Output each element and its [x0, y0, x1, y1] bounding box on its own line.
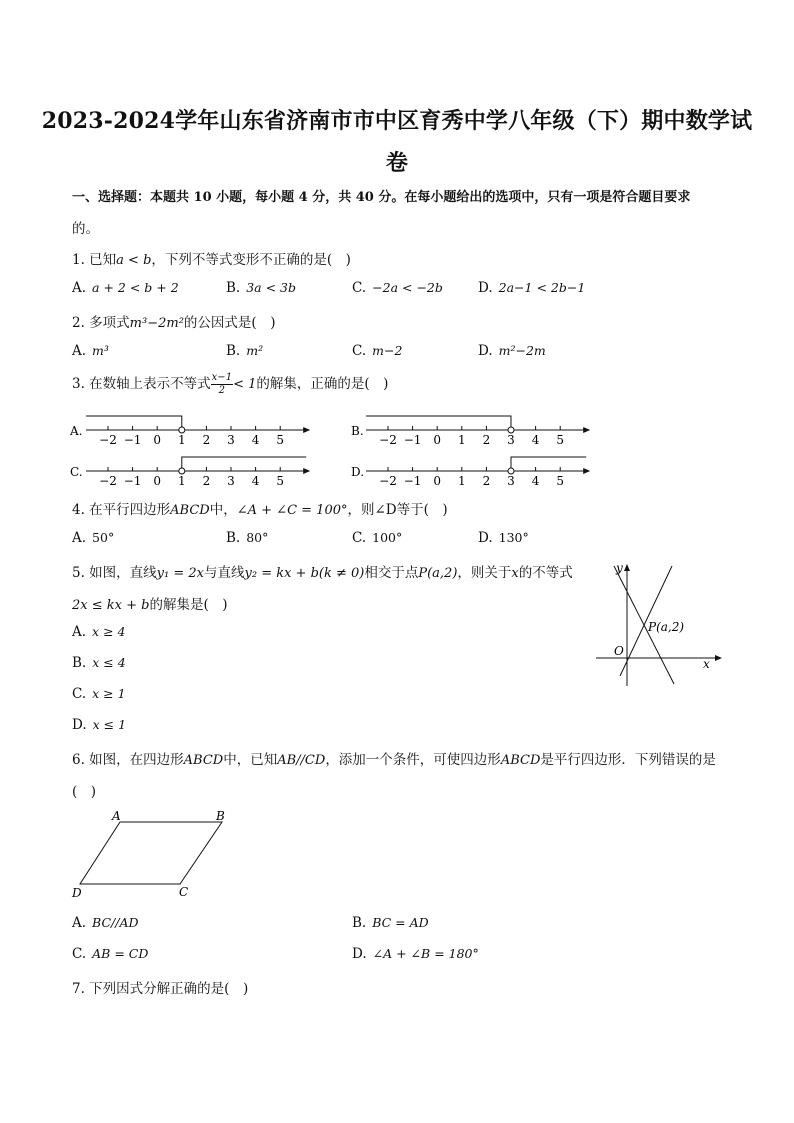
number-line-arrow	[303, 468, 310, 474]
q2-option-b[interactable]	[226, 343, 263, 359]
number-line-tick-label: 5	[276, 474, 285, 488]
fraction-denominator: 2	[218, 385, 226, 396]
q5-mid3: ，则关于	[457, 565, 512, 581]
number-line-tick-label: −1	[123, 474, 142, 488]
option-label: D.	[352, 946, 367, 962]
number-line-tick-label: 4	[531, 433, 540, 447]
option-label: B.	[72, 655, 87, 671]
option-label: B.	[352, 915, 367, 931]
q1-condition: a < b	[116, 253, 152, 268]
q6-option-d[interactable]	[352, 946, 479, 962]
number-line-tick-label: 0	[433, 474, 442, 488]
number-line-tick-label: 0	[153, 474, 162, 488]
question-6-cont: ( )	[72, 784, 97, 800]
question-5-cont	[72, 593, 228, 613]
number-line-tick-label: −1	[123, 433, 142, 447]
q5-var: x	[511, 566, 519, 581]
question-5	[72, 561, 573, 581]
number-line-tick-label: 4	[251, 433, 260, 447]
option-expr: x ≥ 4	[92, 624, 126, 639]
option-expr: 3a < 3b	[246, 280, 296, 295]
number-line-tick-label: −2	[379, 474, 397, 488]
solution-ray	[511, 457, 586, 471]
q5-line1: y₁ = 2x	[156, 566, 204, 581]
option-expr: 50°	[92, 530, 115, 545]
question-7: 7. 下列因式分解正确的是( )	[72, 981, 249, 997]
section-instructions-cont: 的。	[72, 221, 99, 237]
q3-inequality: < 1	[233, 377, 257, 392]
option-label: A.	[72, 624, 87, 640]
solution-ray	[86, 416, 182, 430]
option-label: C.	[352, 530, 367, 546]
q5-inequality: 2x ≤ kx + b	[72, 598, 150, 613]
number-line-option-label: D.	[351, 465, 365, 479]
number-line-tick-label: 2	[482, 433, 491, 447]
q2-suffix: 的公因式是( )	[183, 315, 276, 331]
y-axis-label: y	[616, 561, 623, 575]
q4-shape: ABCD	[170, 503, 210, 518]
q1-option-c[interactable]	[352, 280, 443, 296]
q6-condition: AB//CD	[277, 753, 326, 768]
q3-prefix: 3. 在数轴上表示不等式	[72, 376, 211, 392]
option-expr: BC = AD	[372, 915, 429, 930]
number-line-tick-label: 0	[433, 433, 442, 447]
q5-graph-figure	[592, 558, 727, 690]
option-expr: ∠A + ∠B = 180°	[372, 946, 479, 961]
option-expr: m−2	[372, 343, 403, 358]
number-line-tick-label: 3	[507, 474, 515, 488]
number-line-tick-label: 3	[227, 474, 235, 488]
q6-prefix: 6. 如图，在四边形	[72, 752, 184, 768]
question-3	[72, 372, 388, 397]
number-line-tick-label: 1	[457, 433, 466, 447]
option-label: C.	[72, 946, 87, 962]
fraction-numerator: x−1	[211, 372, 233, 383]
q2-expression: m³−2m²	[129, 316, 184, 331]
option-expr: AB = CD	[92, 946, 149, 961]
q2-option-d[interactable]	[478, 343, 546, 359]
q2-prefix: 2. 多项式	[72, 315, 130, 331]
option-label: D.	[478, 530, 493, 546]
q1-prefix: 1. 已知	[72, 252, 117, 268]
number-line-tick-label: 1	[177, 433, 186, 447]
number-line-tick-label: 5	[556, 474, 565, 488]
number-line-tick-label: 3	[227, 433, 235, 447]
q5-point: P(a,2)	[418, 566, 458, 581]
option-label: C.	[352, 343, 367, 359]
q1-option-a[interactable]	[72, 280, 179, 296]
vertex-a-label: A	[112, 809, 121, 823]
option-label: B.	[226, 530, 241, 546]
y-axis-arrow	[624, 564, 630, 571]
q5-option-d[interactable]	[72, 717, 126, 733]
option-expr: m²	[246, 343, 264, 358]
option-expr: x ≥ 1	[92, 686, 126, 701]
q4-option-d[interactable]	[478, 530, 529, 546]
q5-mid2: 相交于点	[364, 565, 419, 581]
q5-suffix: 的解集是( )	[149, 597, 228, 613]
q6-shape: ABCD	[183, 753, 224, 768]
open-endpoint	[179, 427, 185, 433]
number-line-tick-label: −1	[403, 474, 422, 488]
q5-option-c[interactable]	[72, 686, 126, 702]
number-line-arrow	[583, 427, 590, 433]
vertex-c-label: C	[179, 885, 189, 899]
number-line-tick-label: −1	[403, 433, 422, 447]
option-label: D.	[478, 343, 493, 359]
q4-suffix: ，则∠D等于( )	[347, 502, 448, 518]
q3-suffix: 的解集，正确的是( )	[256, 376, 389, 392]
question-4	[72, 498, 448, 518]
option-label: B.	[226, 280, 241, 296]
q1-suffix: ，下列不等式变形不正确的是( )	[151, 252, 351, 268]
option-expr: x ≤ 1	[92, 717, 127, 732]
open-endpoint	[508, 468, 514, 474]
option-expr: 80°	[246, 530, 269, 545]
option-label: A.	[72, 915, 87, 931]
option-expr: 2a−1 < 2b−1	[498, 280, 586, 295]
q3-fraction	[211, 372, 233, 397]
open-endpoint	[508, 427, 514, 433]
number-line-tick-label: 3	[507, 433, 515, 447]
option-expr: BC//AD	[92, 915, 139, 930]
q4-option-a[interactable]	[72, 530, 114, 546]
option-label: A.	[72, 280, 87, 296]
question-6	[72, 748, 716, 768]
q5-line2: y₂ = kx + b(k ≠ 0)	[244, 566, 365, 581]
number-line-option-label: C.	[70, 465, 83, 479]
number-line-tick-label: 2	[202, 433, 211, 447]
vertex-d-label: D	[72, 886, 82, 900]
option-expr: a + 2 < b + 2	[92, 280, 179, 295]
number-line-tick-label: 4	[251, 474, 260, 488]
q6-option-a[interactable]	[72, 915, 139, 931]
number-line-tick-label: 2	[202, 474, 211, 488]
number-line-tick-label: −2	[99, 474, 117, 488]
parallelogram	[80, 822, 222, 884]
q1-option-d[interactable]	[478, 280, 585, 296]
q4-mid: 中，	[209, 502, 237, 518]
option-label: B.	[226, 343, 241, 359]
exam-title-line1: 2023-2024学年山东省济南市市中区育秀中学八年级（下）期中数学试	[41, 108, 753, 134]
q4-condition: ∠A + ∠C = 100°	[236, 503, 348, 518]
option-label: D.	[478, 280, 493, 296]
origin-label: O	[614, 644, 624, 658]
q5-prefix: 5. 如图，直线	[72, 565, 157, 581]
q6-mid1: 中，已知	[223, 752, 278, 768]
option-expr: 100°	[372, 530, 403, 545]
option-label: C.	[72, 686, 87, 702]
number-line-option-label: A.	[70, 424, 83, 438]
number-line-tick-label: 1	[177, 474, 186, 488]
number-line-tick-label: 5	[556, 433, 565, 447]
number-line-tick-label: 4	[531, 474, 540, 488]
q4-prefix: 4. 在平行四边形	[72, 502, 171, 518]
q4-option-b[interactable]	[226, 530, 268, 546]
q5-mid1: 与直线	[204, 565, 245, 581]
q6-parallelogram-figure	[68, 806, 238, 902]
option-label: C.	[352, 280, 367, 296]
intersection-point-label: P(a,2)	[648, 620, 685, 634]
q2-option-a[interactable]	[72, 343, 109, 359]
question-2	[72, 311, 275, 331]
option-expr: −2a < −2b	[372, 280, 443, 295]
option-label: A.	[72, 530, 87, 546]
number-line-tick-label: −2	[99, 433, 117, 447]
option-expr: m³	[92, 343, 109, 358]
q2-option-c[interactable]	[352, 343, 402, 359]
exam-title-line2: 卷	[385, 150, 409, 176]
q1-option-b[interactable]	[226, 280, 296, 296]
option-expr: m²−2m	[498, 343, 546, 358]
vertex-b-label: B	[216, 809, 225, 823]
section-instructions: 一、选择题：本题共 10 小题，每小题 4 分，共 40 分。在每小题给出的选项中，只有一项是符合题目要求	[72, 190, 691, 205]
option-expr: 130°	[498, 530, 529, 545]
solution-ray	[182, 457, 306, 471]
x-axis-arrow	[715, 655, 722, 661]
q6-option-b[interactable]	[352, 915, 429, 931]
q6-suffix: 是平行四边形．下列错误的是	[540, 752, 716, 768]
number-line-arrow	[303, 427, 310, 433]
number-line-tick-label: −2	[379, 433, 397, 447]
number-line-option-label: B.	[351, 424, 364, 438]
question-1	[72, 248, 351, 268]
number-line-tick-label: 0	[153, 433, 162, 447]
option-expr: x ≤ 4	[92, 655, 126, 670]
q6-shape2: ABCD	[500, 753, 541, 768]
q5-mid4: 的不等式	[518, 565, 573, 581]
option-label: D.	[72, 717, 87, 733]
number-line-tick-label: 2	[482, 474, 491, 488]
q4-option-c[interactable]	[352, 530, 402, 546]
q5-option-b[interactable]	[72, 655, 126, 671]
open-endpoint	[179, 468, 185, 474]
number-line-arrow	[583, 468, 590, 474]
q5-option-a[interactable]	[72, 624, 125, 640]
number-line-tick-label: 1	[457, 474, 466, 488]
x-axis-label: x	[703, 657, 710, 671]
number-line-tick-label: 5	[276, 433, 285, 447]
option-label: A.	[72, 343, 87, 359]
q6-option-c[interactable]	[72, 946, 148, 962]
q3-number-line-options	[60, 400, 620, 492]
q6-mid2: ，添加一个条件，可使四边形	[325, 752, 501, 768]
